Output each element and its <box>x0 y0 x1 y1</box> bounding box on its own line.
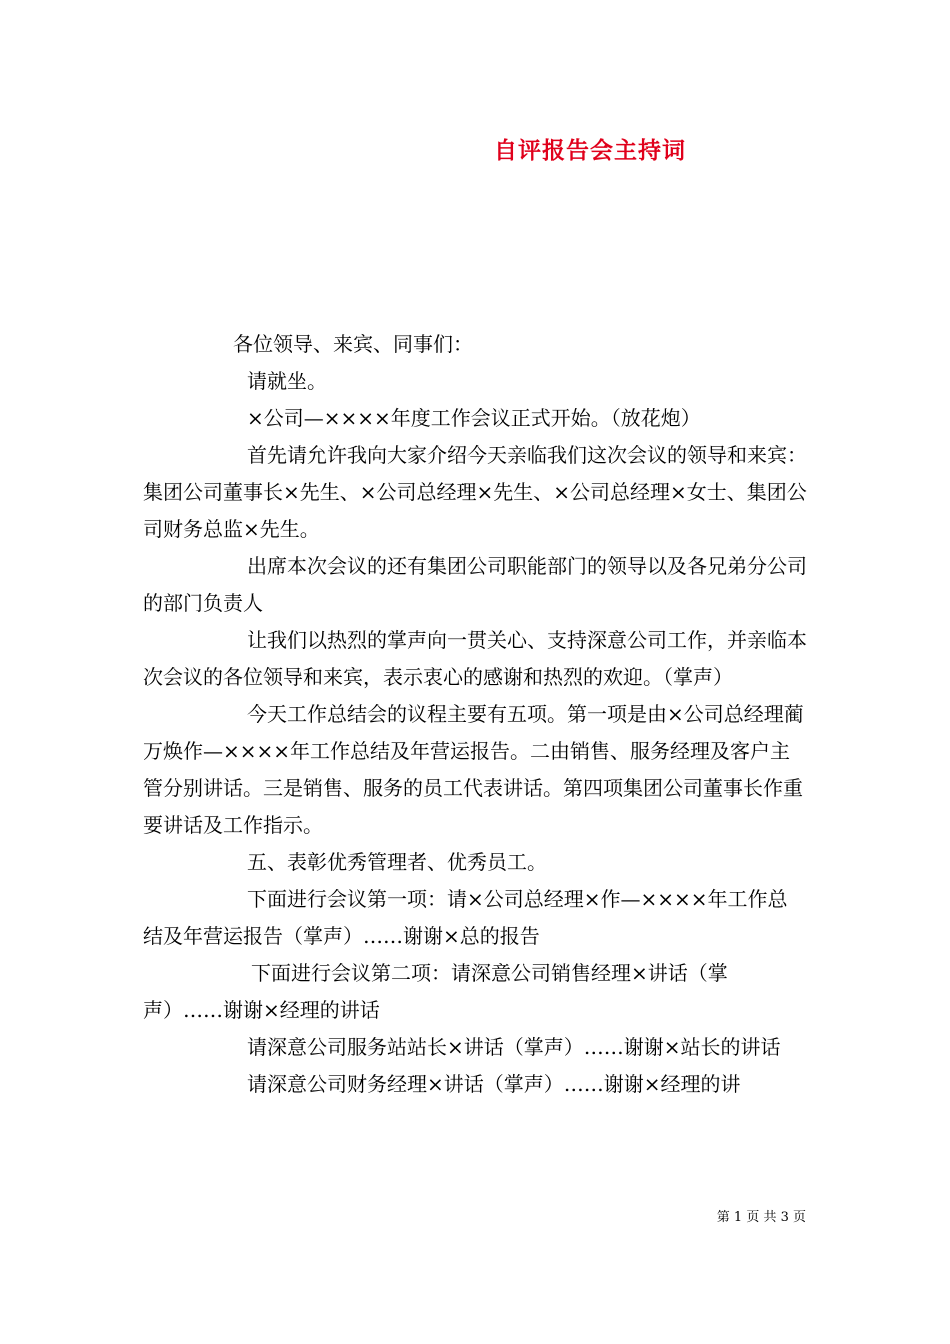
paragraph: 请深意公司财务经理×讲话（掌声）……谢谢×经理的讲 <box>247 1072 741 1096</box>
paragraph: 下面进行会议第一项：请×公司总经理×作—××××年工作总结及年营运报告（掌声）……谢谢×总的报告 <box>143 887 788 948</box>
paragraph: 请就坐。 <box>247 369 327 393</box>
paragraph: 五、表彰优秀管理者、优秀员工。 <box>247 850 547 874</box>
paragraph: 下面进行会议第二项：请深意公司销售经理×讲话（掌声）……谢谢×经理的讲话 <box>143 961 728 1022</box>
document-body <box>143 326 807 1103</box>
paragraph: 今天工作总结会的议程主要有五项。第一项是由×公司总经理蔺万焕作—××××年工作总结及年营运报告。二由销售、服务经理及客户主管分别讲话。三是销售、服务的员工代表讲话。第四项集团公司董事长作重要讲话及工作指示。 <box>143 702 804 837</box>
paragraph: 首先请允许我向大家介绍今天亲临我们这次会议的领导和来宾：集团公司董事长×先生、×公司总经理×先生、×公司总经理×女士、集团公司财务总监×先生。 <box>143 443 807 541</box>
paragraph: 请深意公司服务站站长×讲话（掌声）……谢谢×站长的讲话 <box>247 1035 781 1059</box>
page-number: 第 1 页 共 3 页 <box>716 1210 806 1225</box>
paragraph: 各位领导、来宾、同事们： <box>233 332 473 356</box>
paragraph: 出席本次会议的还有集团公司职能部门的领导以及各兄弟分公司的部门负责人 <box>143 554 807 615</box>
paragraph: 让我们以热烈的掌声向一贯关心、支持深意公司工作，并亲临本次会议的各位领导和来宾，表示衷心的感谢和热烈的欢迎。（掌声） <box>143 628 807 689</box>
document-title: 自评报告会主持词 <box>494 137 686 164</box>
paragraph: ×公司—××××年度工作会议正式开始。（放花炮） <box>247 406 701 430</box>
